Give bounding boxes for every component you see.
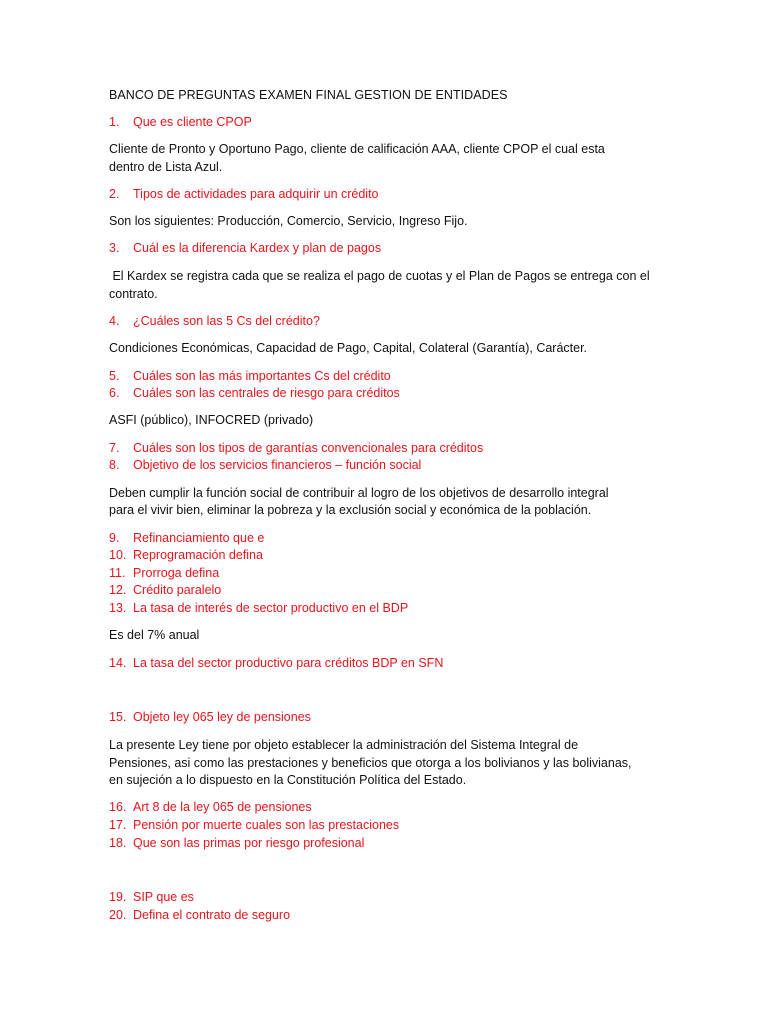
question-number: 2. (109, 187, 120, 201)
question-number: 19. (109, 890, 127, 904)
answer-15-line-1: La presente Ley tiene por objeto establecer la administración del Sistema Integral de (109, 738, 579, 752)
question-12 (109, 582, 221, 598)
question-number: 15. (109, 710, 127, 724)
question-number: 5. (109, 369, 120, 383)
question-text: Cuáles son los tipos de garantías convencionales para créditos (133, 441, 484, 455)
question-number: 13. (109, 601, 127, 615)
question-text: Pensión por muerte cuales son las prestaciones (133, 818, 400, 832)
answer-1-line-2: dentro de Lista Azul. (109, 160, 223, 174)
question-text: SIP que es (133, 890, 194, 904)
question-number: 1. (109, 115, 120, 129)
question-number: 10. (109, 548, 127, 562)
document-title: BANCO DE PREGUNTAS EXAMEN FINAL GESTION DE ENTIDADES (109, 88, 508, 102)
question-17 (109, 817, 399, 833)
question-text: La tasa del sector productivo para créditos BDP en SFN (133, 656, 444, 670)
question-20 (109, 907, 290, 923)
question-11 (109, 565, 219, 581)
question-text: Objeto ley 065 ley de pensiones (133, 710, 311, 724)
question-number: 18. (109, 836, 127, 850)
question-19 (109, 889, 194, 905)
question-number: 9. (109, 531, 120, 545)
answer-6: ASFI (público), INFOCRED (privado) (109, 413, 314, 427)
question-5 (109, 368, 391, 384)
answer-15-line-2: Pensiones, asi como las prestaciones y beneficios que otorga a los bolivianos y las bolivianas, (109, 756, 632, 770)
answer-8-line-2: para el vivir bien, eliminar la pobreza y la exclusión social y económica de la población. (109, 503, 592, 517)
question-number: 7. (109, 441, 120, 455)
question-number: 12. (109, 583, 127, 597)
question-8 (109, 457, 421, 473)
question-text: Art 8 de la ley 065 de pensiones (133, 800, 312, 814)
question-14 (109, 655, 443, 671)
question-15 (109, 709, 311, 725)
question-number: 8. (109, 458, 120, 472)
question-text: La tasa de interés de sector productivo en el BDP (133, 601, 409, 615)
question-text: Cuáles son las más importantes Cs del crédito (133, 369, 391, 383)
question-16 (109, 799, 312, 815)
question-7 (109, 440, 483, 456)
question-text: Reprogramación defina (133, 548, 263, 562)
question-text: Defina el contrato de seguro (133, 908, 291, 922)
question-6 (109, 385, 400, 401)
question-number: 16. (109, 800, 127, 814)
question-text: Cuáles son las centrales de riesgo para créditos (133, 386, 400, 400)
answer-13: Es del 7% anual (109, 628, 200, 642)
question-number: 3. (109, 241, 120, 255)
question-text: Tipos de actividades para adquirir un crédito (133, 187, 379, 201)
question-text: Refinanciamiento que e (133, 531, 265, 545)
question-1 (109, 114, 252, 130)
question-text: Que son las primas por riesgo profesional (133, 836, 365, 850)
question-text: Cuál es la diferencia Kardex y plan de pagos (133, 241, 382, 255)
question-text: ¿Cuáles son las 5 Cs del crédito? (133, 314, 320, 328)
answer-3-line-1: El Kardex se registra cada que se realiza el pago de cuotas y el Plan de Pagos se entrega con el (109, 269, 650, 283)
answer-15-line-3: en sujeción a lo dispuesto en la Constitución Política del Estado. (109, 773, 467, 787)
question-2 (109, 186, 379, 202)
question-number: 4. (109, 314, 120, 328)
question-text: Prorroga defina (133, 566, 220, 580)
question-9 (109, 530, 264, 546)
question-18 (109, 835, 364, 851)
answer-4: Condiciones Económicas, Capacidad de Pago, Capital, Colateral (Garantía), Carácter. (109, 341, 588, 355)
question-text: Crédito paralelo (133, 583, 222, 597)
answer-2: Son los siguientes: Producción, Comercio, Servicio, Ingreso Fijo. (109, 214, 468, 228)
question-10 (109, 547, 263, 563)
answer-3-line-2: contrato. (109, 287, 158, 301)
question-4 (109, 313, 320, 329)
question-13 (109, 600, 408, 616)
question-text: Objetivo de los servicios financieros – función social (133, 458, 422, 472)
answer-1-line-1: Cliente de Pronto y Oportuno Pago, cliente de calificación AAA, cliente CPOP el cual esta (109, 142, 605, 156)
question-number: 6. (109, 386, 120, 400)
question-number: 20. (109, 908, 127, 922)
question-number: 14. (109, 656, 127, 670)
question-text: Que es cliente CPOP (133, 115, 252, 129)
question-3 (109, 240, 381, 256)
answer-8-line-1: Deben cumplir la función social de contribuir al logro de los objetivos de desarrollo integral (109, 486, 609, 500)
question-number: 17. (109, 818, 127, 832)
question-number: 11. (109, 566, 126, 580)
